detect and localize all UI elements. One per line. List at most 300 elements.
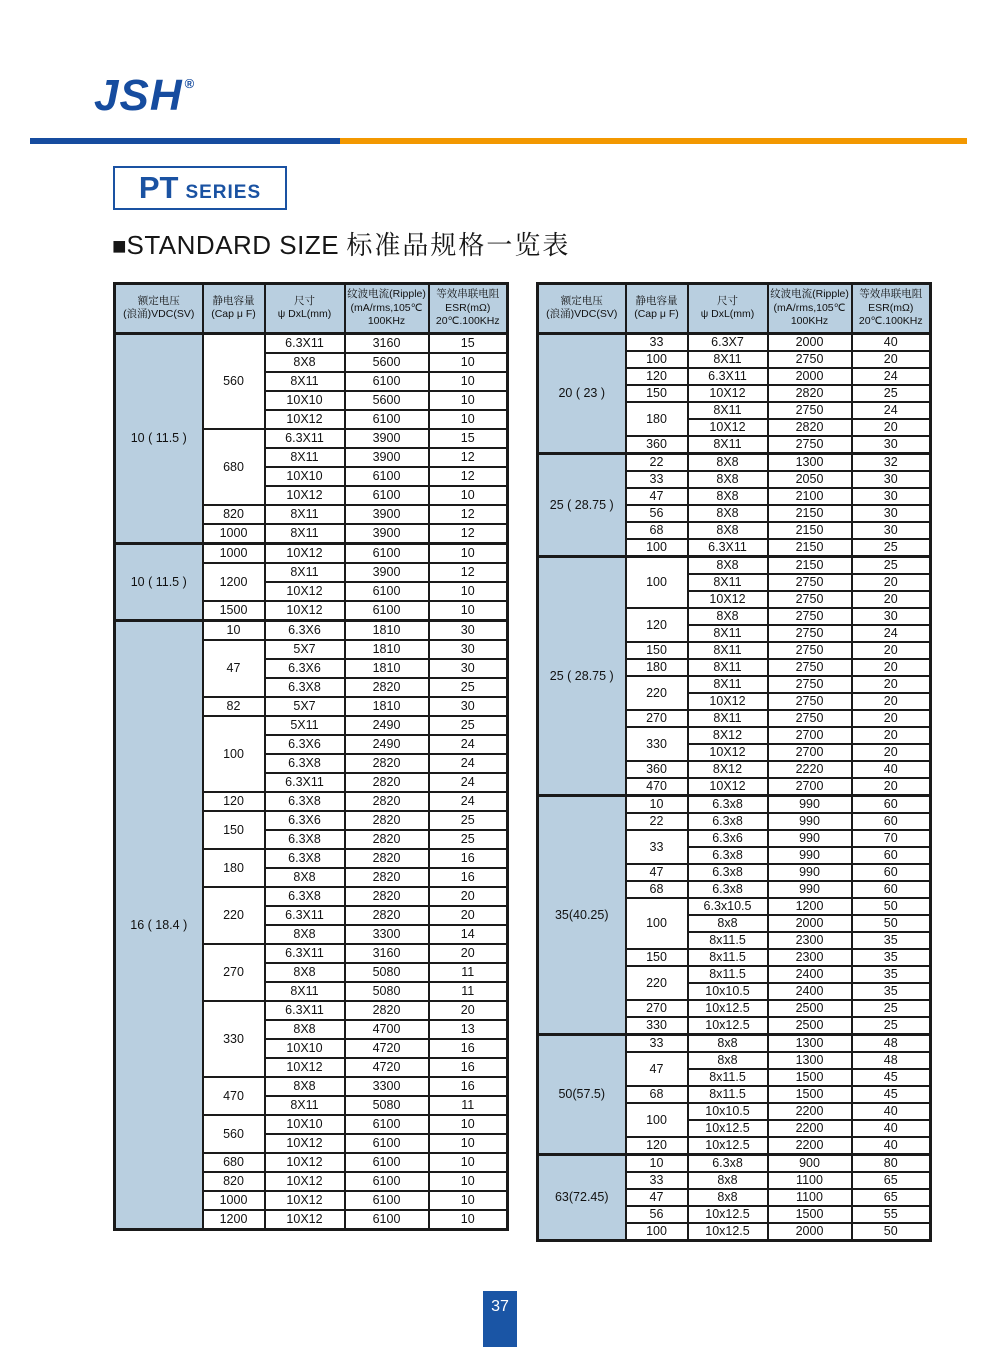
size-cell: 6.3X11 bbox=[265, 429, 345, 448]
esr-cell: 10 bbox=[429, 1153, 508, 1172]
size-cell: 6.3x10.5 bbox=[688, 898, 768, 915]
esr-cell: 12 bbox=[429, 448, 508, 467]
esr-cell: 35 bbox=[852, 949, 931, 966]
esr-cell: 10 bbox=[429, 1115, 508, 1134]
voltage-cell: 20 ( 23 ) bbox=[538, 333, 626, 453]
ripple-cell: 2750 bbox=[768, 693, 852, 710]
ripple-cell: 1810 bbox=[345, 640, 429, 659]
col-header-size: 尺寸 ψ DxL(mm) bbox=[265, 284, 345, 334]
esr-cell: 40 bbox=[852, 1120, 931, 1137]
capacitance-cell: 56 bbox=[626, 1206, 688, 1223]
capacitance-cell: 120 bbox=[203, 792, 265, 811]
capacitance-cell: 1200 bbox=[203, 1210, 265, 1230]
capacitance-cell: 1000 bbox=[203, 524, 265, 544]
ripple-cell: 990 bbox=[768, 795, 852, 813]
ripple-cell: 2750 bbox=[768, 642, 852, 659]
capacitance-cell: 10 bbox=[626, 795, 688, 813]
ripple-cell: 3300 bbox=[345, 1077, 429, 1096]
section-heading-en: STANDARD SIZE bbox=[126, 230, 340, 260]
size-cell: 6.3x6 bbox=[688, 830, 768, 847]
jsh-logo-text: JSH bbox=[94, 71, 183, 120]
esr-cell: 14 bbox=[429, 925, 508, 944]
ripple-cell: 2820 bbox=[768, 419, 852, 436]
capacitance-cell: 270 bbox=[626, 710, 688, 727]
size-cell: 6.3x8 bbox=[688, 1154, 768, 1172]
esr-cell: 30 bbox=[852, 505, 931, 522]
size-cell: 10x12.5 bbox=[688, 1000, 768, 1017]
esr-cell: 20 bbox=[429, 906, 508, 925]
ripple-cell: 6100 bbox=[345, 1153, 429, 1172]
ripple-cell: 2150 bbox=[768, 539, 852, 557]
capacitance-cell: 82 bbox=[203, 697, 265, 716]
size-cell: 8x11.5 bbox=[688, 932, 768, 949]
series-subtitle: SERIES bbox=[185, 182, 262, 203]
size-cell: 6.3X7 bbox=[688, 333, 768, 351]
ripple-cell: 1500 bbox=[768, 1069, 852, 1086]
capacitance-cell: 33 bbox=[626, 1034, 688, 1052]
ripple-cell: 2150 bbox=[768, 522, 852, 539]
divider-orange-segment bbox=[340, 138, 967, 144]
size-cell: 10X12 bbox=[688, 744, 768, 761]
size-cell: 8X11 bbox=[688, 402, 768, 419]
capacitance-cell: 220 bbox=[626, 966, 688, 1000]
size-cell: 8X11 bbox=[265, 505, 345, 524]
ripple-cell: 990 bbox=[768, 864, 852, 881]
table-row bbox=[115, 333, 508, 353]
capacitance-cell: 47 bbox=[626, 864, 688, 881]
ripple-cell: 3900 bbox=[345, 563, 429, 582]
ripple-cell: 990 bbox=[768, 830, 852, 847]
esr-cell: 10 bbox=[429, 486, 508, 505]
ripple-cell: 1500 bbox=[768, 1206, 852, 1223]
esr-cell: 11 bbox=[429, 963, 508, 982]
esr-cell: 50 bbox=[852, 898, 931, 915]
capacitance-cell: 120 bbox=[626, 368, 688, 385]
capacitance-cell: 330 bbox=[626, 727, 688, 761]
esr-cell: 25 bbox=[429, 716, 508, 735]
capacitance-cell: 820 bbox=[203, 1172, 265, 1191]
ripple-cell: 6100 bbox=[345, 1115, 429, 1134]
ripple-cell: 2750 bbox=[768, 710, 852, 727]
standard-size-table-left bbox=[113, 282, 509, 1231]
esr-cell: 16 bbox=[429, 849, 508, 868]
capacitance-cell: 820 bbox=[203, 505, 265, 524]
esr-cell: 40 bbox=[852, 761, 931, 778]
ripple-cell: 2100 bbox=[768, 488, 852, 505]
esr-cell: 30 bbox=[852, 608, 931, 625]
esr-cell: 20 bbox=[429, 1001, 508, 1020]
table-row bbox=[538, 1034, 931, 1052]
capacitance-cell: 1500 bbox=[203, 601, 265, 621]
size-cell: 6.3X8 bbox=[265, 678, 345, 697]
voltage-cell: 63(72.45) bbox=[538, 1154, 626, 1240]
section-heading bbox=[112, 231, 570, 261]
ripple-cell: 2000 bbox=[768, 1223, 852, 1241]
size-cell: 6.3X6 bbox=[265, 735, 345, 754]
size-cell: 8X11 bbox=[688, 676, 768, 693]
ripple-cell: 1810 bbox=[345, 697, 429, 716]
voltage-cell: 25 ( 28.75 ) bbox=[538, 453, 626, 556]
size-cell: 8X8 bbox=[688, 471, 768, 488]
size-cell: 10x10.5 bbox=[688, 1103, 768, 1120]
ripple-cell: 2820 bbox=[345, 678, 429, 697]
capacitance-cell: 680 bbox=[203, 429, 265, 505]
capacitance-cell: 180 bbox=[626, 402, 688, 436]
size-cell: 10X12 bbox=[265, 543, 345, 563]
size-cell: 8x8 bbox=[688, 1189, 768, 1206]
ripple-cell: 2750 bbox=[768, 659, 852, 676]
ripple-cell: 1500 bbox=[768, 1086, 852, 1103]
col-header-rated-voltage: 额定电压 (浪涌)VDC(SV) bbox=[538, 284, 626, 334]
size-cell: 6.3X11 bbox=[265, 773, 345, 792]
esr-cell: 10 bbox=[429, 543, 508, 563]
ripple-cell: 2700 bbox=[768, 778, 852, 796]
size-cell: 6.3x8 bbox=[688, 813, 768, 830]
ripple-cell: 2050 bbox=[768, 471, 852, 488]
capacitance-cell: 33 bbox=[626, 333, 688, 351]
esr-cell: 60 bbox=[852, 864, 931, 881]
section-heading-zh: 标准品规格一览表 bbox=[346, 230, 571, 260]
ripple-cell: 2750 bbox=[768, 436, 852, 454]
esr-cell: 24 bbox=[429, 735, 508, 754]
esr-cell: 60 bbox=[852, 795, 931, 813]
ripple-cell: 6100 bbox=[345, 486, 429, 505]
size-cell: 6.3X11 bbox=[265, 906, 345, 925]
ripple-cell: 3900 bbox=[345, 429, 429, 448]
size-cell: 10X12 bbox=[265, 1210, 345, 1230]
esr-cell: 60 bbox=[852, 813, 931, 830]
capacitance-cell: 270 bbox=[203, 944, 265, 1001]
esr-cell: 10 bbox=[429, 391, 508, 410]
esr-cell: 25 bbox=[852, 556, 931, 574]
esr-cell: 16 bbox=[429, 1058, 508, 1077]
capacitance-cell: 100 bbox=[626, 1223, 688, 1241]
esr-cell: 30 bbox=[429, 659, 508, 678]
ripple-cell: 2820 bbox=[345, 1001, 429, 1020]
size-cell: 10X10 bbox=[265, 1115, 345, 1134]
size-cell: 6.3X6 bbox=[265, 811, 345, 830]
capacitance-cell: 1000 bbox=[203, 1191, 265, 1210]
esr-cell: 20 bbox=[852, 351, 931, 368]
size-cell: 10X12 bbox=[688, 591, 768, 608]
esr-cell: 60 bbox=[852, 881, 931, 898]
size-cell: 8X11 bbox=[688, 659, 768, 676]
ripple-cell: 900 bbox=[768, 1154, 852, 1172]
size-cell: 8X8 bbox=[688, 488, 768, 505]
capacitance-cell: 100 bbox=[203, 716, 265, 792]
size-cell: 8X8 bbox=[688, 556, 768, 574]
size-cell: 6.3X11 bbox=[688, 368, 768, 385]
esr-cell: 11 bbox=[429, 1096, 508, 1115]
size-cell: 8X8 bbox=[265, 925, 345, 944]
esr-cell: 10 bbox=[429, 1134, 508, 1153]
ripple-cell: 2000 bbox=[768, 915, 852, 932]
ripple-cell: 2820 bbox=[345, 868, 429, 887]
esr-cell: 16 bbox=[429, 1077, 508, 1096]
ripple-cell: 2500 bbox=[768, 1017, 852, 1035]
capacitance-cell: 100 bbox=[626, 351, 688, 368]
ripple-cell: 2750 bbox=[768, 402, 852, 419]
ripple-cell: 2700 bbox=[768, 744, 852, 761]
capacitance-cell: 1000 bbox=[203, 543, 265, 563]
esr-cell: 10 bbox=[429, 372, 508, 391]
size-cell: 8X8 bbox=[265, 1077, 345, 1096]
esr-cell: 20 bbox=[429, 944, 508, 963]
standard-size-table-right bbox=[536, 282, 932, 1242]
size-cell: 8X8 bbox=[265, 1020, 345, 1039]
table-row bbox=[538, 453, 931, 471]
size-cell: 8X11 bbox=[688, 625, 768, 642]
capacitance-cell: 120 bbox=[626, 608, 688, 642]
ripple-cell: 5600 bbox=[345, 353, 429, 372]
size-cell: 10X12 bbox=[265, 582, 345, 601]
size-cell: 8X11 bbox=[265, 448, 345, 467]
capacitance-cell: 220 bbox=[203, 887, 265, 944]
esr-cell: 25 bbox=[852, 1017, 931, 1035]
ripple-cell: 2000 bbox=[768, 368, 852, 385]
size-cell: 8X8 bbox=[688, 505, 768, 522]
capacitance-cell: 47 bbox=[626, 1189, 688, 1206]
series-title: PT bbox=[138, 170, 179, 205]
ripple-cell: 3160 bbox=[345, 333, 429, 353]
size-cell: 8X12 bbox=[688, 761, 768, 778]
ripple-cell: 2820 bbox=[345, 830, 429, 849]
size-cell: 10X12 bbox=[265, 1134, 345, 1153]
size-cell: 8X8 bbox=[265, 353, 345, 372]
capacitance-cell: 270 bbox=[626, 1000, 688, 1017]
size-cell: 6.3X11 bbox=[688, 539, 768, 557]
table-row bbox=[538, 1154, 931, 1172]
size-cell: 8x11.5 bbox=[688, 1086, 768, 1103]
size-cell: 6.3x8 bbox=[688, 795, 768, 813]
esr-cell: 12 bbox=[429, 467, 508, 486]
ripple-cell: 1300 bbox=[768, 1052, 852, 1069]
ripple-cell: 5080 bbox=[345, 963, 429, 982]
size-cell: 6.3X11 bbox=[265, 333, 345, 353]
ripple-cell: 2400 bbox=[768, 983, 852, 1000]
ripple-cell: 6100 bbox=[345, 1172, 429, 1191]
size-cell: 10x12.5 bbox=[688, 1017, 768, 1035]
esr-cell: 30 bbox=[852, 488, 931, 505]
size-cell: 8X8 bbox=[688, 608, 768, 625]
ripple-cell: 6100 bbox=[345, 601, 429, 621]
ripple-cell: 2750 bbox=[768, 351, 852, 368]
ripple-cell: 4720 bbox=[345, 1039, 429, 1058]
size-cell: 8X11 bbox=[688, 351, 768, 368]
table-row bbox=[538, 795, 931, 813]
capacitance-cell: 100 bbox=[626, 539, 688, 557]
ripple-cell: 990 bbox=[768, 881, 852, 898]
esr-cell: 45 bbox=[852, 1086, 931, 1103]
esr-cell: 24 bbox=[429, 754, 508, 773]
ripple-cell: 2820 bbox=[345, 887, 429, 906]
size-cell: 8x8 bbox=[688, 1052, 768, 1069]
esr-cell: 20 bbox=[852, 744, 931, 761]
capacitance-cell: 560 bbox=[203, 333, 265, 429]
esr-cell: 10 bbox=[429, 410, 508, 429]
esr-cell: 30 bbox=[852, 522, 931, 539]
esr-cell: 35 bbox=[852, 966, 931, 983]
ripple-cell: 5080 bbox=[345, 1096, 429, 1115]
size-cell: 8X11 bbox=[265, 1096, 345, 1115]
capacitance-cell: 680 bbox=[203, 1153, 265, 1172]
ripple-cell: 2500 bbox=[768, 1000, 852, 1017]
esr-cell: 30 bbox=[429, 640, 508, 659]
esr-cell: 16 bbox=[429, 868, 508, 887]
esr-cell: 24 bbox=[852, 368, 931, 385]
ripple-cell: 2750 bbox=[768, 608, 852, 625]
size-cell: 6.3X6 bbox=[265, 620, 345, 640]
size-cell: 6.3X8 bbox=[265, 754, 345, 773]
capacitance-cell: 330 bbox=[626, 1017, 688, 1035]
col-header-capacitance: 静电容量 (Cap μ F) bbox=[203, 284, 265, 334]
capacitance-cell: 68 bbox=[626, 522, 688, 539]
capacitance-cell: 33 bbox=[626, 830, 688, 864]
table-row bbox=[538, 556, 931, 574]
esr-cell: 30 bbox=[852, 436, 931, 454]
capacitance-cell: 220 bbox=[626, 676, 688, 710]
size-cell: 8X8 bbox=[688, 522, 768, 539]
esr-cell: 20 bbox=[852, 642, 931, 659]
esr-cell: 25 bbox=[852, 1000, 931, 1017]
size-cell: 8x8 bbox=[688, 1034, 768, 1052]
voltage-cell: 50(57.5) bbox=[538, 1034, 626, 1154]
ripple-cell: 2750 bbox=[768, 591, 852, 608]
esr-cell: 35 bbox=[852, 932, 931, 949]
capacitance-cell: 470 bbox=[626, 778, 688, 796]
esr-cell: 50 bbox=[852, 915, 931, 932]
ripple-cell: 2700 bbox=[768, 727, 852, 744]
esr-cell: 25 bbox=[429, 830, 508, 849]
size-cell: 10X10 bbox=[265, 391, 345, 410]
ripple-cell: 2820 bbox=[768, 385, 852, 402]
ripple-cell: 6100 bbox=[345, 582, 429, 601]
esr-cell: 60 bbox=[852, 847, 931, 864]
esr-cell: 45 bbox=[852, 1069, 931, 1086]
series-badge bbox=[113, 166, 287, 210]
esr-cell: 50 bbox=[852, 1223, 931, 1241]
ripple-cell: 5080 bbox=[345, 982, 429, 1001]
size-cell: 8X8 bbox=[265, 963, 345, 982]
ripple-cell: 3160 bbox=[345, 944, 429, 963]
ripple-cell: 2150 bbox=[768, 556, 852, 574]
ripple-cell: 4720 bbox=[345, 1058, 429, 1077]
ripple-cell: 1300 bbox=[768, 1034, 852, 1052]
esr-cell: 24 bbox=[852, 625, 931, 642]
size-cell: 10X12 bbox=[265, 1153, 345, 1172]
ripple-cell: 2490 bbox=[345, 735, 429, 754]
size-cell: 10x12.5 bbox=[688, 1223, 768, 1241]
size-cell: 8X8 bbox=[688, 453, 768, 471]
table-row bbox=[115, 620, 508, 640]
size-cell: 10x12.5 bbox=[688, 1206, 768, 1223]
ripple-cell: 2200 bbox=[768, 1120, 852, 1137]
esr-cell: 20 bbox=[852, 659, 931, 676]
ripple-cell: 2750 bbox=[768, 676, 852, 693]
col-header-rated-voltage: 额定电压 (浪涌)VDC(SV) bbox=[115, 284, 203, 334]
esr-cell: 12 bbox=[429, 505, 508, 524]
ripple-cell: 2820 bbox=[345, 792, 429, 811]
size-cell: 10X12 bbox=[688, 419, 768, 436]
esr-cell: 70 bbox=[852, 830, 931, 847]
size-cell: 6.3x8 bbox=[688, 864, 768, 881]
capacitance-cell: 100 bbox=[626, 1103, 688, 1137]
ripple-cell: 2820 bbox=[345, 811, 429, 830]
ripple-cell: 2490 bbox=[345, 716, 429, 735]
esr-cell: 25 bbox=[852, 539, 931, 557]
esr-cell: 40 bbox=[852, 1137, 931, 1155]
ripple-cell: 2750 bbox=[768, 625, 852, 642]
registered-mark: ® bbox=[184, 76, 195, 91]
divider-blue-segment bbox=[30, 138, 340, 144]
capacitance-cell: 150 bbox=[626, 642, 688, 659]
esr-cell: 15 bbox=[429, 333, 508, 353]
capacitance-cell: 22 bbox=[626, 453, 688, 471]
size-cell: 8X11 bbox=[265, 372, 345, 391]
ripple-cell: 3900 bbox=[345, 524, 429, 544]
size-cell: 8X12 bbox=[688, 727, 768, 744]
esr-cell: 10 bbox=[429, 601, 508, 621]
square-bullet-icon: ■ bbox=[112, 233, 127, 260]
ripple-cell: 2220 bbox=[768, 761, 852, 778]
ripple-cell: 1810 bbox=[345, 620, 429, 640]
ripple-cell: 3900 bbox=[345, 448, 429, 467]
size-cell: 10X12 bbox=[688, 385, 768, 402]
size-cell: 10x12.5 bbox=[688, 1120, 768, 1137]
esr-cell: 12 bbox=[429, 524, 508, 544]
capacitance-cell: 120 bbox=[626, 1137, 688, 1155]
ripple-cell: 990 bbox=[768, 847, 852, 864]
ripple-cell: 6100 bbox=[345, 543, 429, 563]
size-cell: 6.3X8 bbox=[265, 830, 345, 849]
esr-cell: 30 bbox=[429, 697, 508, 716]
esr-cell: 30 bbox=[429, 620, 508, 640]
capacitance-cell: 180 bbox=[626, 659, 688, 676]
capacitance-cell: 360 bbox=[626, 761, 688, 778]
ripple-cell: 2200 bbox=[768, 1137, 852, 1155]
esr-cell: 25 bbox=[429, 811, 508, 830]
esr-cell: 10 bbox=[429, 1210, 508, 1230]
ripple-cell: 1100 bbox=[768, 1189, 852, 1206]
size-cell: 10X12 bbox=[688, 778, 768, 796]
esr-cell: 48 bbox=[852, 1034, 931, 1052]
size-cell: 10X12 bbox=[265, 1191, 345, 1210]
ripple-cell: 2200 bbox=[768, 1103, 852, 1120]
esr-cell: 20 bbox=[852, 419, 931, 436]
size-cell: 10X10 bbox=[265, 1039, 345, 1058]
voltage-cell: 25 ( 28.75 ) bbox=[538, 556, 626, 795]
size-cell: 10X10 bbox=[265, 467, 345, 486]
ripple-cell: 2300 bbox=[768, 949, 852, 966]
ripple-cell: 5600 bbox=[345, 391, 429, 410]
capacitance-cell: 22 bbox=[626, 813, 688, 830]
esr-cell: 48 bbox=[852, 1052, 931, 1069]
size-cell: 6.3x8 bbox=[688, 881, 768, 898]
size-cell: 8x11.5 bbox=[688, 949, 768, 966]
page-number-box bbox=[483, 1291, 517, 1347]
esr-cell: 65 bbox=[852, 1172, 931, 1189]
capacitance-cell: 10 bbox=[626, 1154, 688, 1172]
voltage-cell: 16 ( 18.4 ) bbox=[115, 620, 203, 1229]
ripple-cell: 1200 bbox=[768, 898, 852, 915]
capacitance-cell: 1200 bbox=[203, 563, 265, 601]
size-cell: 6.3X6 bbox=[265, 659, 345, 678]
ripple-cell: 1810 bbox=[345, 659, 429, 678]
ripple-cell: 990 bbox=[768, 813, 852, 830]
ripple-cell: 3900 bbox=[345, 505, 429, 524]
ripple-cell: 2150 bbox=[768, 505, 852, 522]
esr-cell: 13 bbox=[429, 1020, 508, 1039]
